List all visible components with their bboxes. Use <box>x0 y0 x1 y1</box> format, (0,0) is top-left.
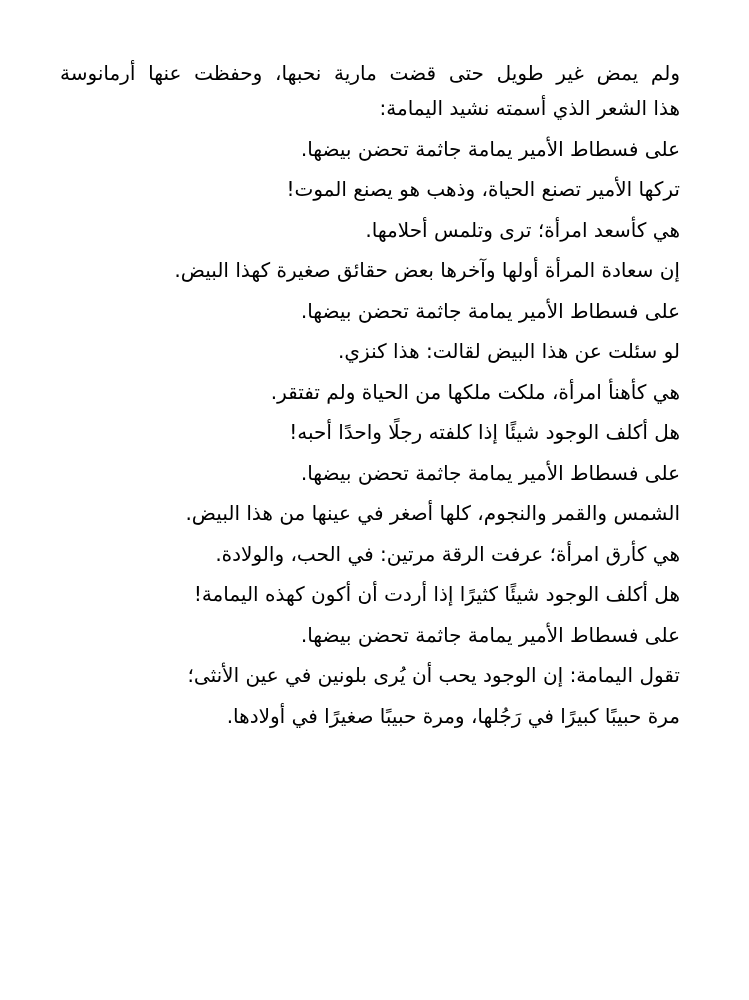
text-line: ولم يمض غير طويل حتى قضت مارية نحبها، وحفظت عنها أرمانوسة <box>60 61 680 85</box>
text-line: تقول اليمامة: إن الوجود يحب أن يُرى بلونين في عين الأنثى؛ <box>187 663 680 687</box>
text-line: الشمس والقمر والنجوم، كلها أصغر في عينها من هذا البيض. <box>185 501 680 525</box>
text-line: مرة حبيبًا كبيرًا في رَجُلها، ومرة حبيبًا صغيرًا في أولادها. <box>226 703 680 728</box>
text-line: إن سعادة المرأة أولها وآخرها بعض حقائق صغيرة كهذا البيض. <box>174 258 680 282</box>
text-line: على فسطاط الأمير يمامة جاثمة تحضن بيضها. <box>300 460 680 485</box>
text-line: على فسطاط الأمير يمامة جاثمة تحضن بيضها. <box>300 622 680 647</box>
text-line: لو سئلت عن هذا البيض لقالت: هذا كنزي. <box>338 339 680 363</box>
text-line: هي كأهنأ امرأة، ملكت ملكها من الحياة ولم تفتقر. <box>270 379 680 404</box>
text-line: هي كأرق امرأة؛ عرفت الرقة مرتين: في الحب، والولادة. <box>215 541 680 566</box>
text-line: على فسطاط الأمير يمامة جاثمة تحضن بيضها. <box>300 298 680 323</box>
text-line: هل أكلف الوجود شيئًا كثيرًا إذا أردت أن أكون كهذه اليمامة! <box>193 582 680 606</box>
text-line: هذا الشعر الذي أسمته نشيد اليمامة: <box>379 96 680 120</box>
poem-text-block <box>60 58 680 736</box>
text-line: هل أكلف الوجود شيئًا إذا كلفته رجلًا واحدًا أحبه! <box>289 420 680 444</box>
text-line: على فسطاط الأمير يمامة جاثمة تحضن بيضها. <box>300 136 680 161</box>
text-line: تركها الأمير تصنع الحياة، وذهب هو يصنع الموت! <box>286 177 680 201</box>
text-line: هي كأسعد امرأة؛ ترى وتلمس أحلامها. <box>365 217 680 242</box>
